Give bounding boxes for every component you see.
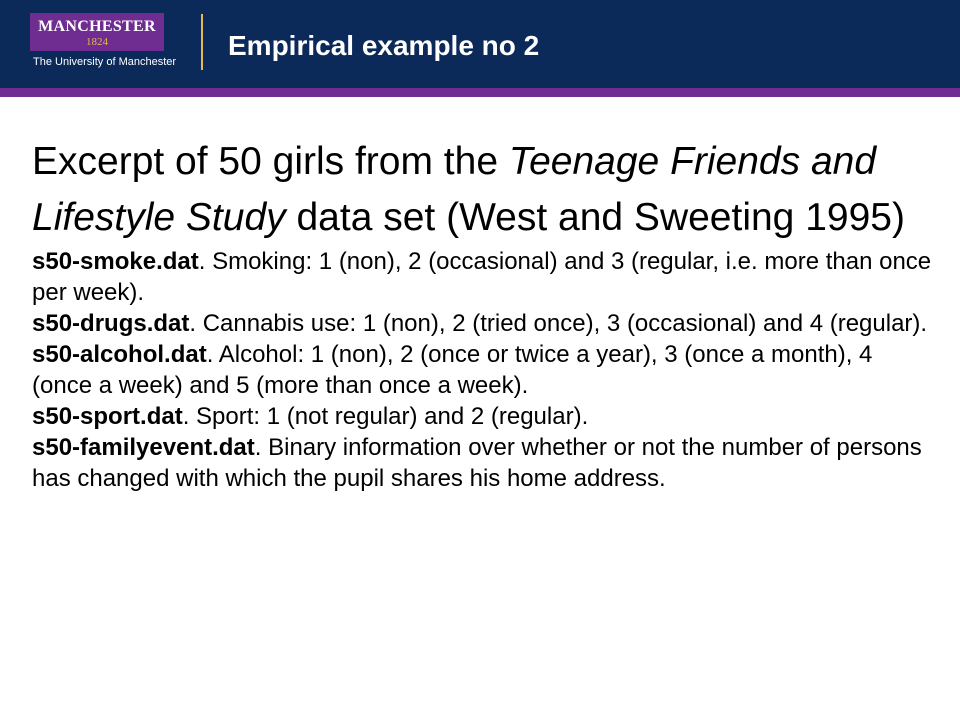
- data-file-list: [32, 246, 937, 494]
- file-description: . Sport: 1 (not regular) and 2 (regular).: [182, 403, 589, 430]
- main-heading: [32, 134, 937, 246]
- file-name: s50-familyevent.dat: [32, 434, 255, 461]
- file-item-familyevent: [32, 432, 937, 494]
- file-item-alcohol: [32, 339, 937, 401]
- logo-year: 1824: [86, 36, 108, 48]
- heading-study-name: Teenage Friends and Lifestyle Study: [32, 140, 877, 239]
- file-description: . Cannabis use: 1 (non), 2 (tried once), 3 (occasional) and 4 (regular).: [189, 310, 928, 337]
- university-logo: [30, 13, 164, 51]
- logo-wordmark: MANCHESTER: [38, 18, 156, 35]
- header-divider: [201, 14, 203, 70]
- file-description: . Smoking: 1 (non), 2 (occasional) and 3 (regular, i.e. more than once per week).: [32, 248, 932, 306]
- logo-subtitle: The University of Manchester: [33, 56, 177, 68]
- file-description: . Alcohol: 1 (non), 2 (once or twice a year), 3 (once a month), 4 (once a week) and 5 (more than once a week).: [32, 341, 873, 399]
- file-description: . Binary information over whether or not the number of persons has changed with which the pupil shares his home address.: [32, 434, 922, 492]
- header-bar: [0, 0, 960, 88]
- file-item-smoke: [32, 246, 937, 308]
- slide-title: Empirical example no 2: [228, 30, 540, 61]
- header-accent-rule: [0, 88, 960, 97]
- file-item-sport: [32, 401, 937, 432]
- heading-text-start: Excerpt of 50 girls from the: [32, 140, 509, 183]
- file-name: s50-alcohol.dat: [32, 341, 207, 368]
- slide-content: [32, 134, 937, 494]
- file-name: s50-drugs.dat: [32, 310, 190, 337]
- file-item-drugs: [32, 308, 937, 339]
- file-name: s50-smoke.dat: [32, 248, 199, 275]
- heading-text-end: data set (West and Sweeting 1995): [285, 196, 905, 239]
- file-name: s50-sport.dat: [32, 403, 183, 430]
